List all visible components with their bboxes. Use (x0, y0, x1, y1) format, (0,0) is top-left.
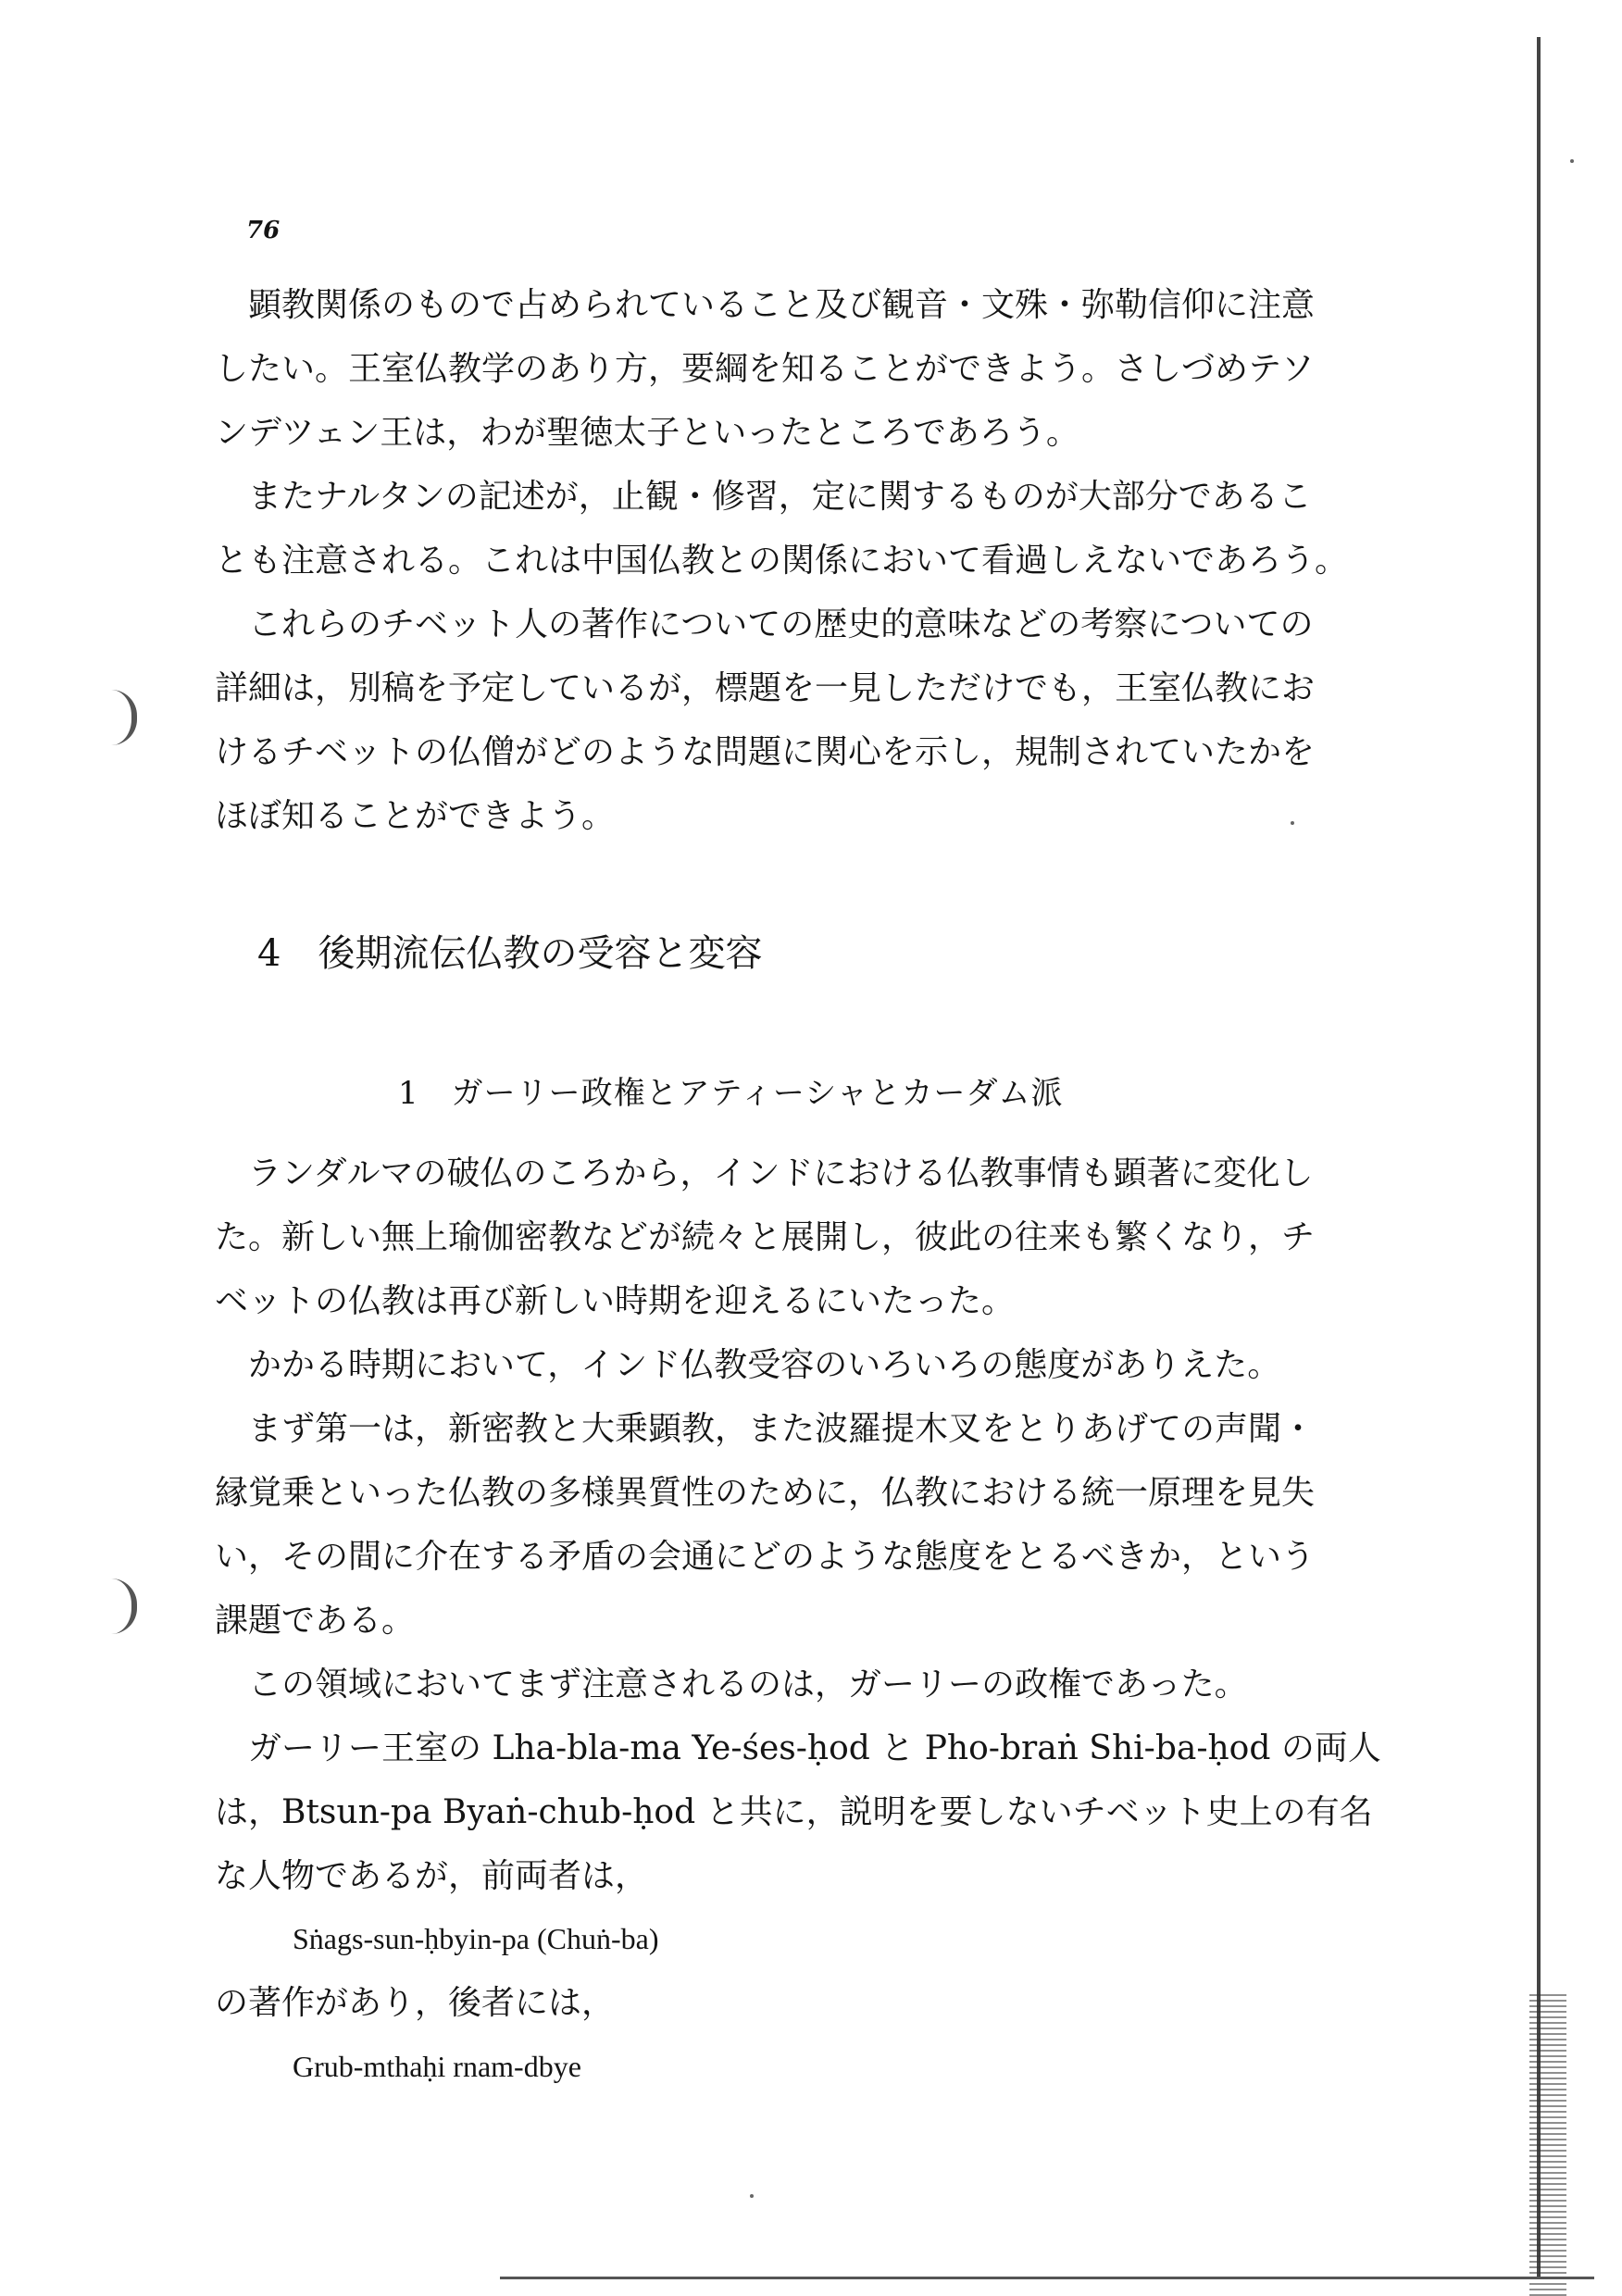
text-line: この領域においてまず注意されるのは，ガーリーの政権であった。 (215, 1666, 1248, 1703)
text-line: 顕教関係のもので占められていること及び観音・文殊・弥勒信仰に注意 (248, 286, 1316, 324)
text-line: ほぼ知ることができよう。 (215, 797, 616, 835)
subsection-heading: 1 ガーリー政権とアティーシャとカーダム派 (398, 1075, 1064, 1112)
text-line: またナルタンの記述が，止観・修習，定に関するものが大部分であるこ (215, 478, 1312, 516)
text-line: 課題である。 (215, 1602, 416, 1640)
text-line: い，その間に介在する矛盾の会通にどのような態度をとるべきか，という (215, 1538, 1316, 1576)
scan-edge-noise (1529, 1990, 1566, 2296)
scan-speck (750, 2194, 754, 2198)
work-title: Grub-mthaḥi rnam-dbye (293, 2050, 581, 2083)
text-line: ランダルマの破仏のころから，インドにおける仏教事情も顕著に変化し (215, 1154, 1314, 1192)
section-heading: 4 後期流伝仏教の受容と変容 (257, 932, 763, 975)
text-line: まず第一は，新密教と大乗顕教，また波羅提木叉をとりあげての声聞・ (215, 1410, 1316, 1448)
page-edge-line (1537, 37, 1541, 2277)
scan-speck (1570, 159, 1574, 163)
page-number: 76 (246, 217, 281, 244)
text-line: とも注意される。これは中国仏教との関係において看過しえないであろう。 (215, 542, 1349, 580)
text-line: ベットの仏教は再び新しい時期を迎えるにいたった。 (215, 1282, 1016, 1320)
text-line: な人物であるが，前両者は， (215, 1857, 649, 1895)
text-line: したい。王室仏教学のあり方，要綱を知ることができよう。さしづめテソ (215, 350, 1315, 388)
text-line: かかる時期において，インド仏教受容のいろいろの態度がありえた。 (215, 1346, 1281, 1384)
bottom-edge-line (500, 2277, 1594, 2279)
text-line: は，Btsun-pa Byaṅ-chub-ḥod と共に，説明を要しないチベット史上の有名 (215, 1793, 1373, 1831)
text-line: た。新しい無上瑜伽密教などが続々と展開し，彼此の往来も繁くなり，チ (215, 1218, 1316, 1256)
text-line: けるチベットの仏僧がどのような問題に関心を示し，規制されていたかを (215, 733, 1316, 771)
text-line: の著作があり，後者には， (215, 1984, 616, 2022)
text-line: ガーリー王室の Lha-bla-ma Ye-śes-ḥod と Pho-braṅ Shi-ba-ḥod の両人 (215, 1729, 1381, 1767)
binding-hole-mark (111, 1578, 137, 1634)
scan-speck (1291, 821, 1294, 825)
work-title: Sṅags-sun-ḥbyin-pa (Chuṅ-ba) (293, 1922, 659, 1955)
binding-hole-mark (111, 690, 137, 745)
text-line: 縁覚乗といった仏教の多様異質性のために，仏教における統一原理を見失 (215, 1474, 1316, 1512)
text-line: ンデツェン王は，わが聖徳太子といったところであろう。 (215, 414, 1079, 452)
text-line: これらのチベット人の著作についての歴史的意味などの考察についての (215, 605, 1314, 643)
text-line: 詳細は，別稿を予定しているが，標題を一見しただけでも，王室仏教にお (215, 669, 1316, 707)
